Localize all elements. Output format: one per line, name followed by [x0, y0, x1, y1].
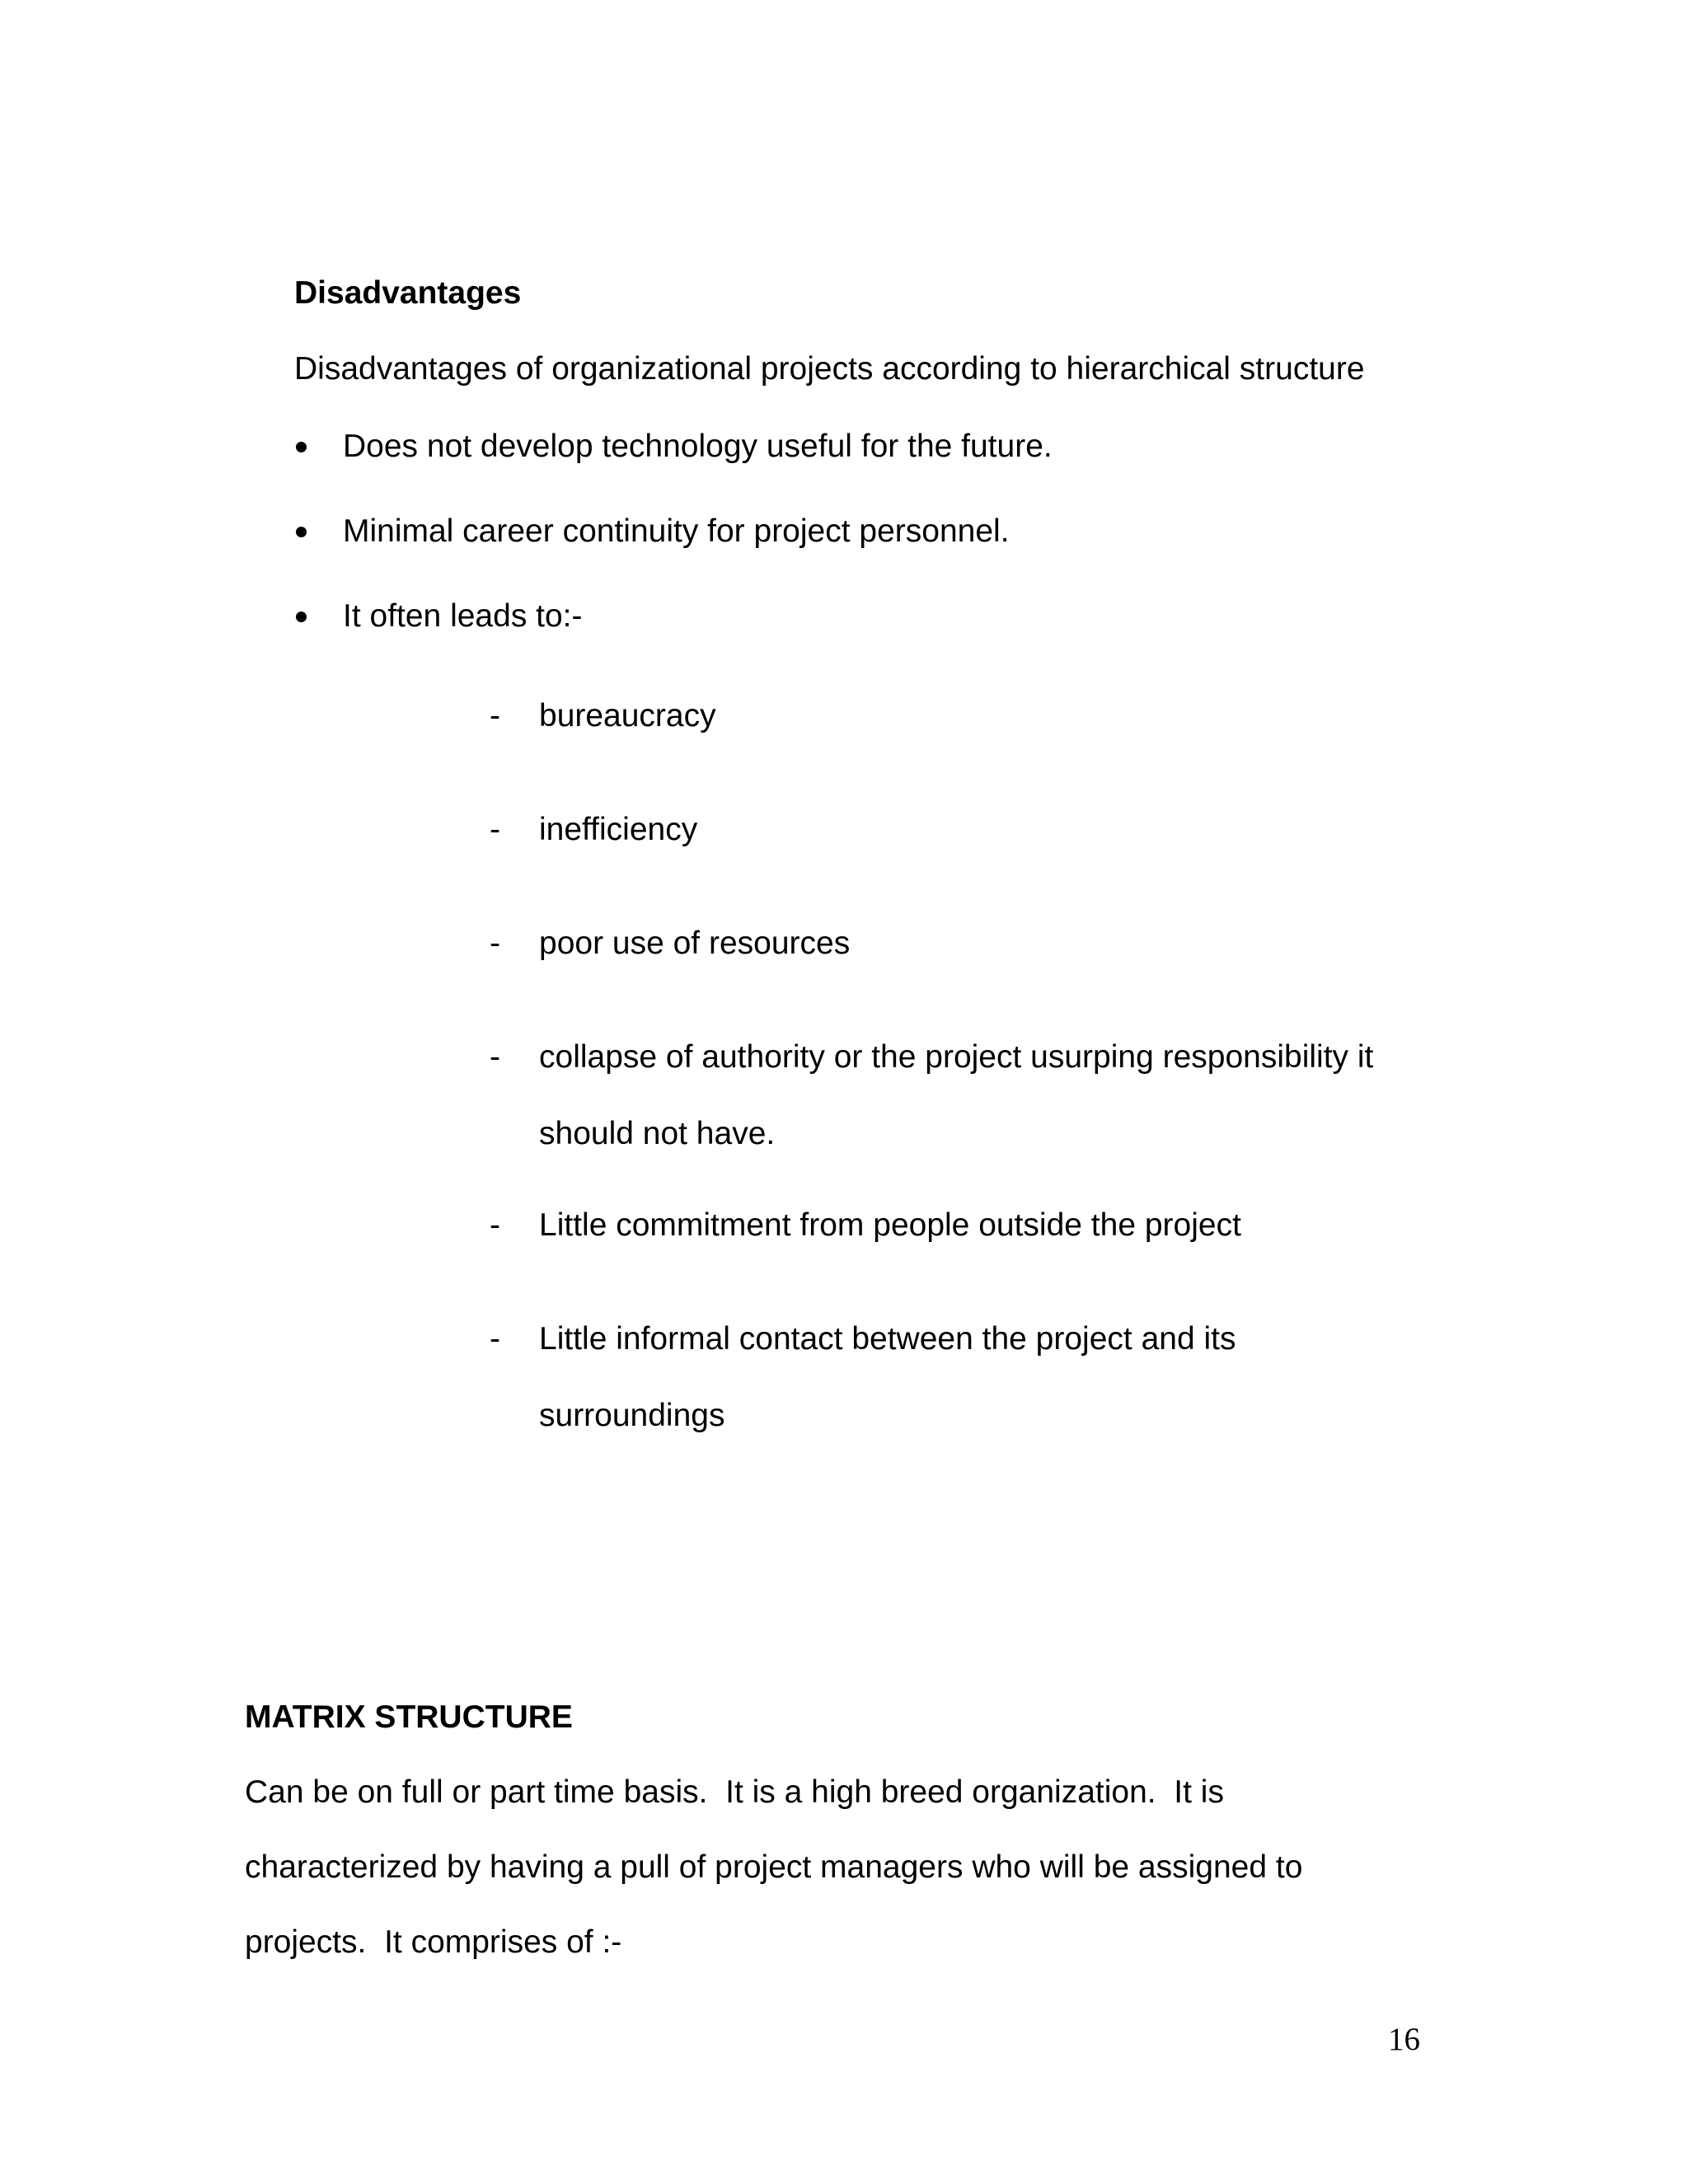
disadvantages-intro: Disadvantages of organizational projects according to hierarchical structure [294, 351, 1365, 387]
paragraph-line: projects. It comprises of :- [245, 1924, 622, 1960]
sub-list-item: Little informal contact between the project and its [539, 1321, 1236, 1357]
page-number: 16 [1388, 2022, 1420, 2057]
bullet-item: Minimal career continuity for project personnel. [343, 513, 1010, 549]
dash-marker: - [490, 812, 500, 847]
sub-list-item: inefficiency [539, 812, 698, 847]
sub-list-item: poor use of resources [539, 926, 851, 961]
bullet-dot [296, 527, 307, 537]
dash-marker: - [490, 1321, 500, 1357]
section-heading-matrix-structure: MATRIX STRUCTURE [245, 1699, 573, 1735]
bullet-item: Does not develop technology useful for the future. [343, 429, 1053, 464]
section-heading-disadvantages: Disadvantages [294, 275, 522, 311]
dash-marker: - [490, 926, 500, 961]
sub-list-item: Little commitment from people outside the project [539, 1207, 1241, 1243]
sub-list-item: collapse of authority or the project usurping responsibility it [539, 1039, 1374, 1075]
sub-list-item-continuation: surroundings [539, 1398, 725, 1433]
dash-marker: - [490, 698, 500, 733]
dash-marker: - [490, 1039, 500, 1075]
paragraph-line: Can be on full or part time basis. It is a high breed organization. It is [245, 1774, 1224, 1810]
bullet-item: It often leads to:- [343, 598, 583, 634]
dash-marker: - [490, 1207, 500, 1243]
sub-list-item-continuation: should not have. [539, 1116, 776, 1151]
paragraph-line: characterized by having a pull of project managers who will be assigned to [245, 1849, 1303, 1885]
bullet-dot [296, 612, 307, 622]
bullet-dot [296, 442, 307, 452]
sub-list-item: bureaucracy [539, 698, 716, 733]
